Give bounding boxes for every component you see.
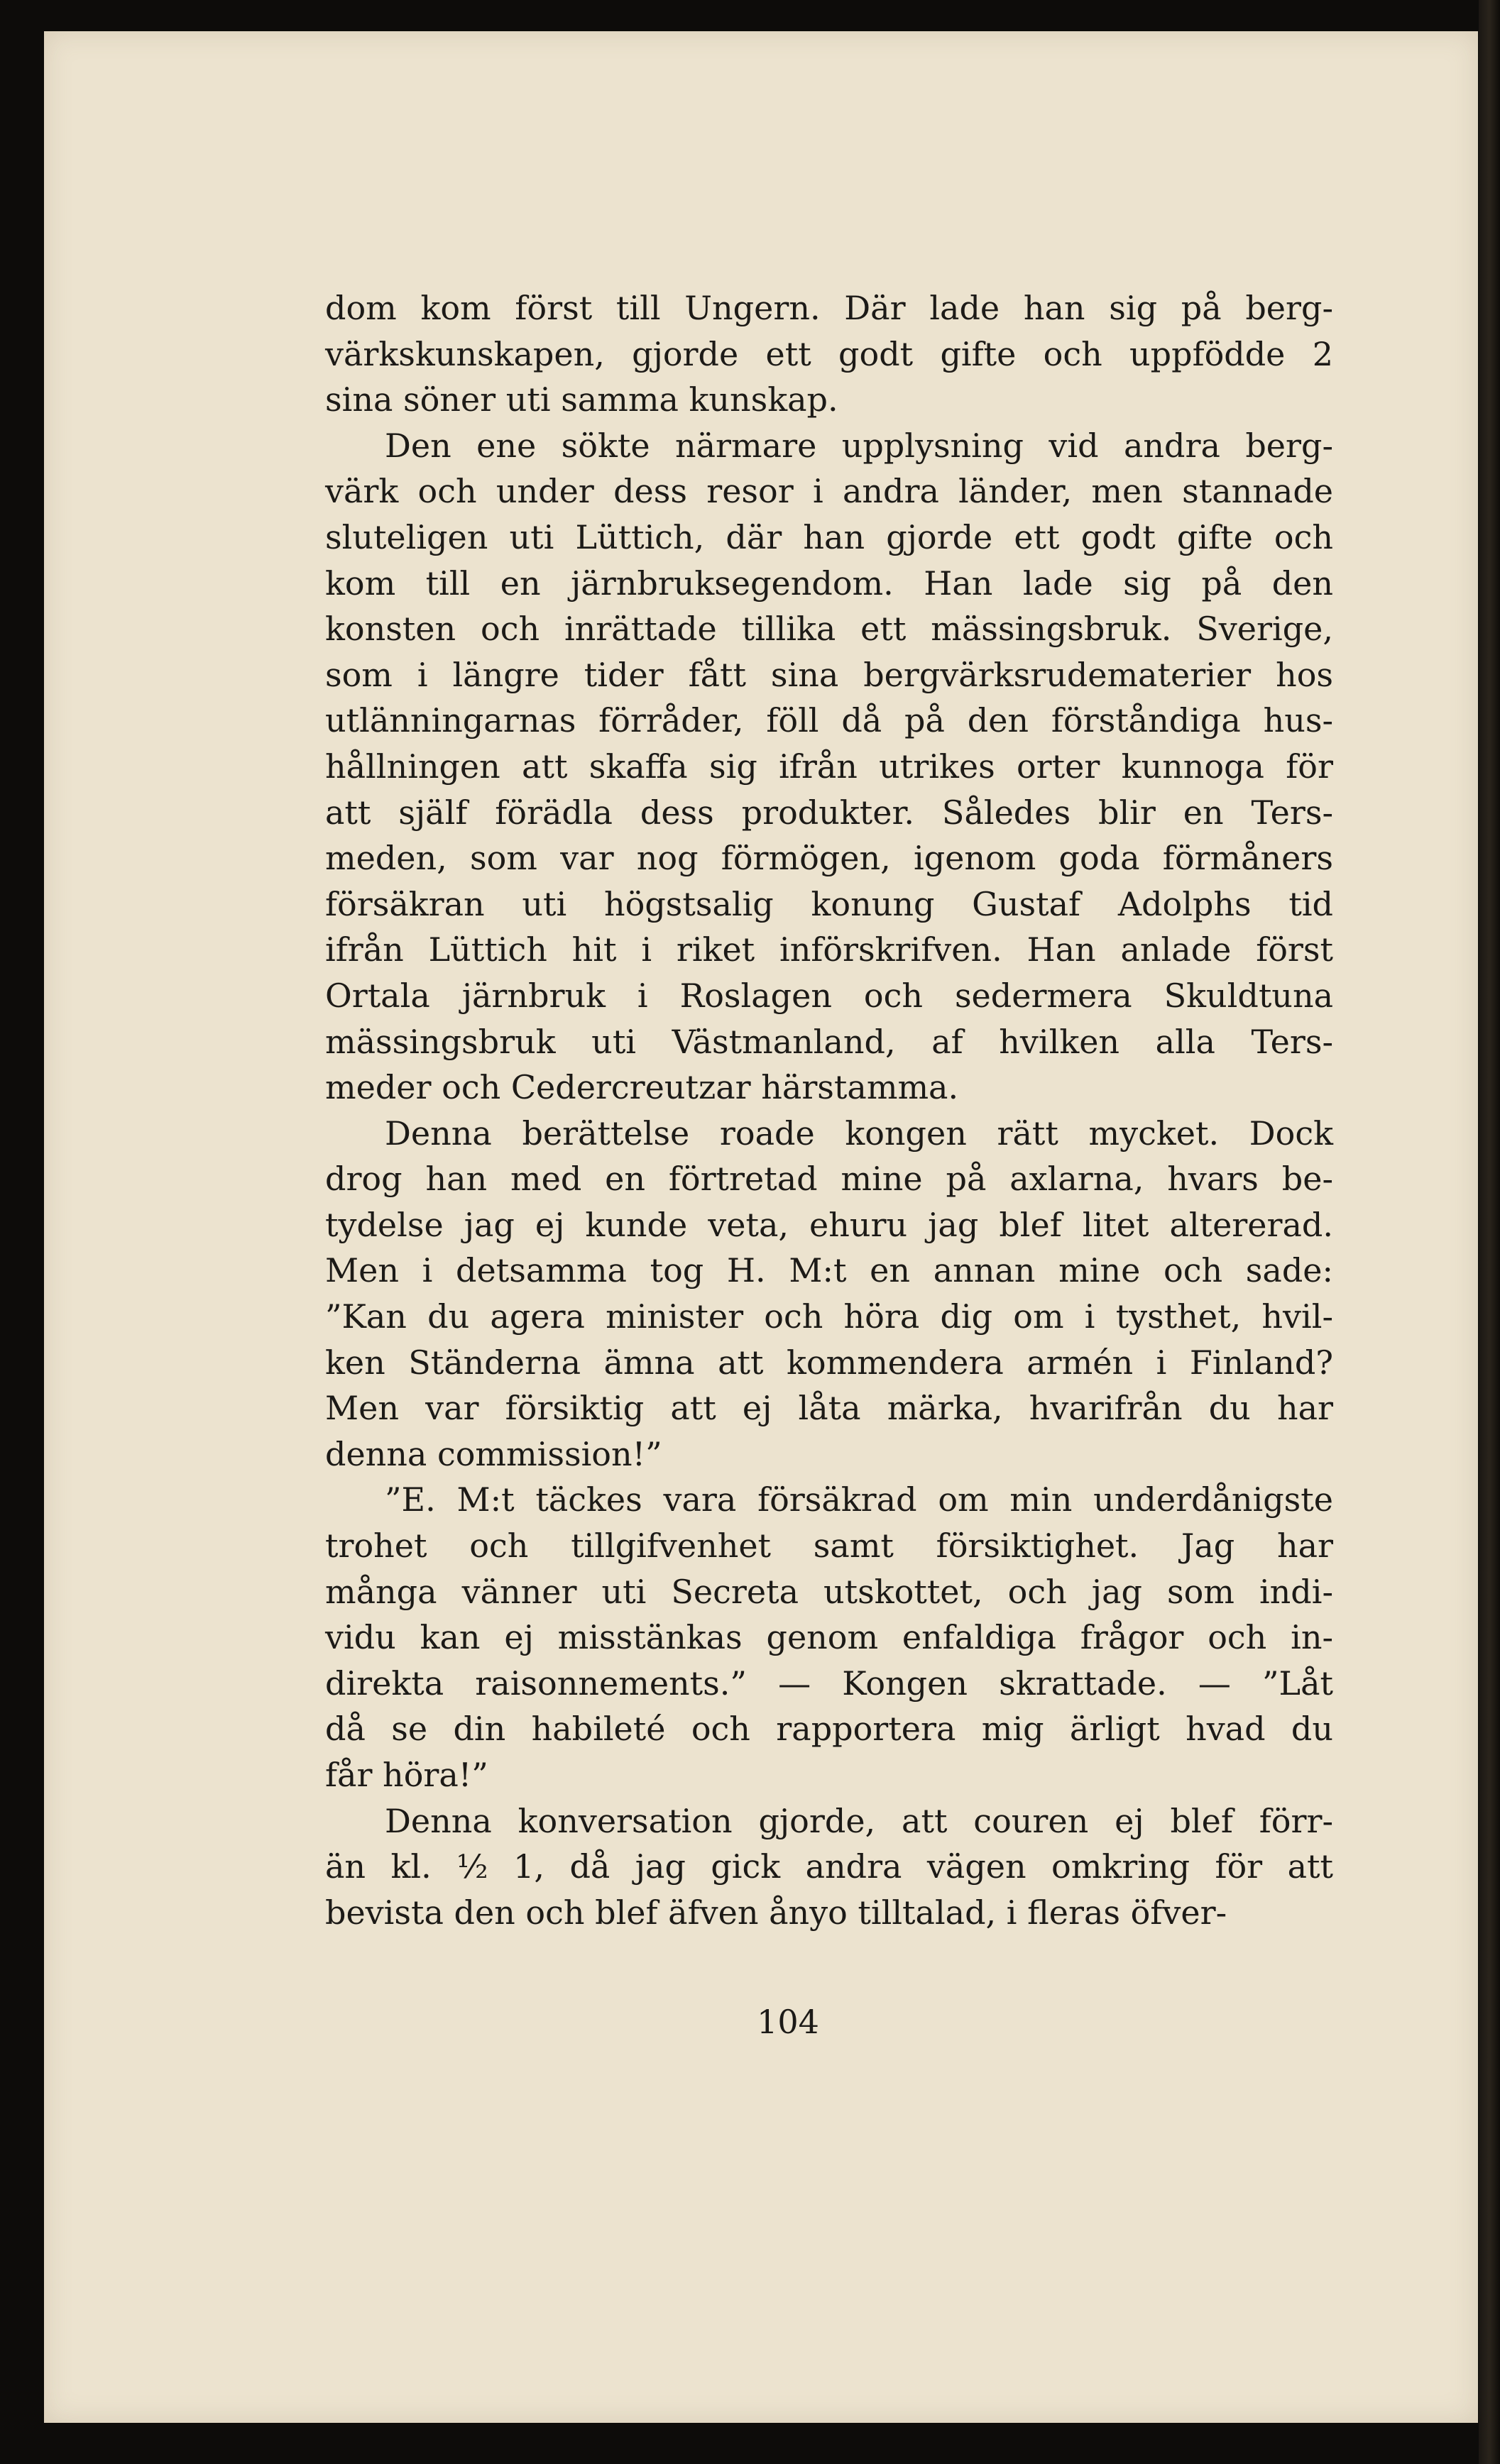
text-line: sluteligen uti Lüttich, där han gjorde ett godt gifte och (325, 517, 1333, 556)
paragraph (325, 285, 1333, 423)
book-spine-edge (1479, 0, 1500, 2464)
text-line: denna commission!” (325, 1434, 662, 1473)
text-line: direkta raisonnements.” — Kongen skrattade. — ”Låt (325, 1663, 1333, 1703)
text-line: ken Ständerna ämna att kommendera armén i Finland? (325, 1343, 1333, 1382)
text-line: kom till en järnbruksegendom. Han lade sig på den (325, 563, 1333, 603)
text-line: tydelse jag ej kunde veta, ehuru jag blef litet altererad. (325, 1205, 1333, 1244)
text-line: som i längre tider fått sina bergvärksrudematerier hos (325, 655, 1333, 694)
text-line: hållningen att skaffa sig ifrån utrikes orter kunnoga för (325, 747, 1333, 786)
text-line: att själf förädla dess produkter. Således blir en Ters- (325, 793, 1333, 832)
text-line: ”Kan du agera minister och höra dig om i tysthet, hvil- (325, 1297, 1333, 1336)
paragraph (325, 1798, 1333, 1936)
text-line: vidu kan ej misstänkas genom enfaldiga frågor och in- (325, 1618, 1333, 1657)
text-line: meder och Cedercreutzar härstamma. (325, 1068, 959, 1107)
paragraph (325, 1477, 1333, 1798)
text-line: dom kom först till Ungern. Där lade han sig på berg- (325, 289, 1333, 327)
text-line: utlänningarnas förråder, föll då på den förståndiga hus- (325, 701, 1333, 740)
text-line: Den ene sökte närmare upplysning vid andra berg- (385, 426, 1333, 465)
text-line: värk och under dess resor i andra länder, men stannade (325, 472, 1333, 511)
text-line: bevista den och blef äfven ånyo tilltalad, i fleras öfver- (325, 1893, 1227, 1932)
text-line: ifrån Lüttich hit i riket införskrifven. Han anlade först (325, 930, 1333, 969)
text-line: då se din habileté och rapportera mig ärligt hvad du (325, 1710, 1333, 1749)
text-line: mässingsbruk uti Västmanland, af hvilken alla Ters- (325, 1022, 1333, 1061)
page-number: 104 (757, 2003, 819, 2041)
paragraph (325, 423, 1333, 1111)
text-line: många vänner uti Secreta utskottet, och jag som indi- (325, 1572, 1333, 1611)
text-line: Ortala järnbruk i Roslagen och sedermera Skuldtuna (325, 976, 1333, 1015)
text-line: Denna konversation gjorde, att couren ej blef förr- (385, 1801, 1333, 1840)
text-line: konsten och inrättade tillika ett mässingsbruk. Sverige, (325, 610, 1333, 649)
text-line: får höra!” (325, 1756, 488, 1794)
text-line: Denna berättelse roade kongen rätt mycket. Dock (385, 1113, 1333, 1153)
text-line: drog han med en förtretad mine på axlarna, hvars be- (325, 1160, 1333, 1199)
text-line: försäkran uti högstsalig konung Gustaf Adolphs tid (325, 884, 1333, 923)
text-line: Men i detsamma tog H. M:t en annan mine och sade: (325, 1251, 1333, 1290)
body-text (325, 285, 1333, 1935)
text-line: ”E. M:t täckes vara försäkrad om min underdånigste (385, 1480, 1333, 1519)
text-line: än kl. ½ 1, då jag gick andra vägen omkring för att (325, 1847, 1333, 1886)
text-line: trohet och tillgifvenhet samt försiktighet. Jag har (325, 1527, 1333, 1566)
text-line: sina söner uti samma kunskap. (325, 380, 838, 419)
paragraph (325, 1111, 1333, 1478)
text-line: meden, som var nog förmögen, igenom goda förmåners (325, 839, 1333, 878)
text-line: värkskunskapen, gjorde ett godt gifte och uppfödde 2 (325, 334, 1333, 373)
text-line: Men var försiktig att ej låta märka, hvarifrån du har (325, 1389, 1333, 1428)
